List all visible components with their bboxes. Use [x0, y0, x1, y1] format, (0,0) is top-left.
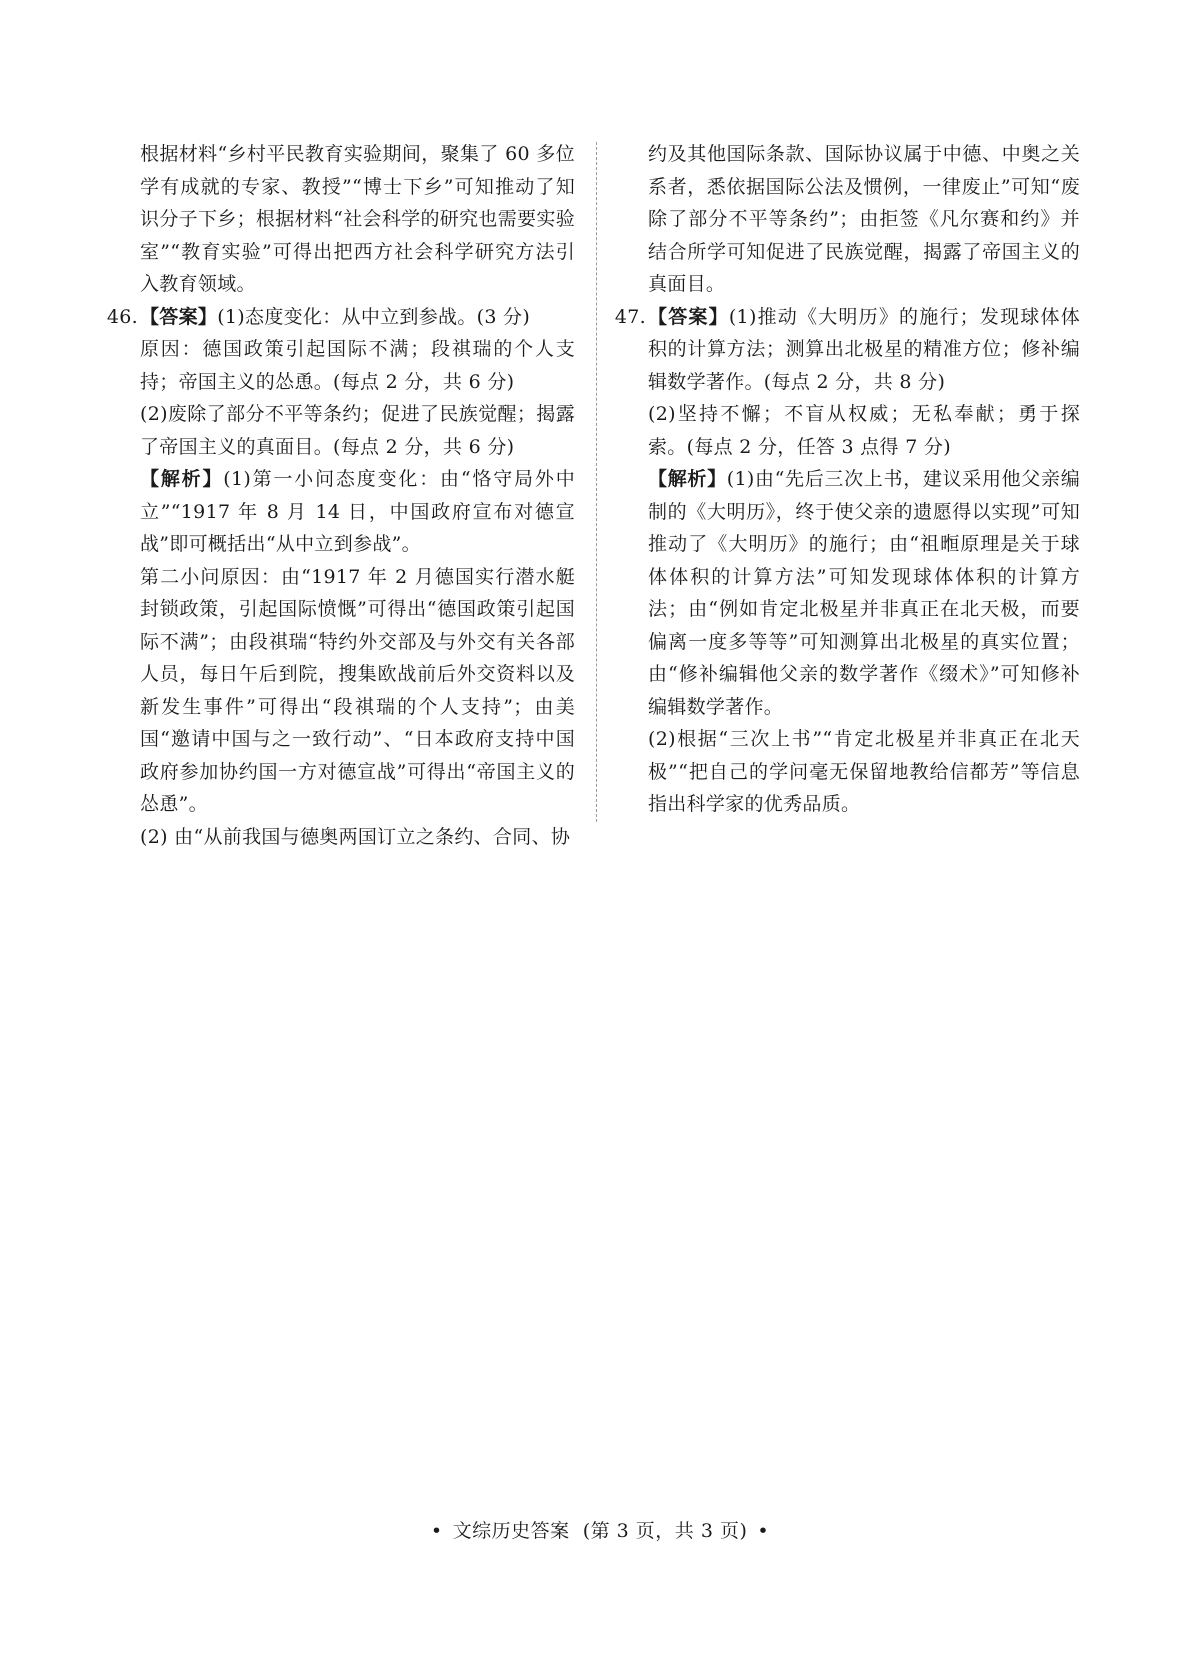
footer-dot-left: • — [430, 1520, 443, 1542]
q47-answer-tag: 【答案】 — [648, 305, 729, 328]
q46-answer-line-1 — [140, 301, 575, 334]
footer-subject: 文综历史答案 — [452, 1520, 570, 1542]
q47-answer-part-2: (2)坚持不懈；不盲从权威；无私奉献；勇于探索。(每点 2 分，任答 3 点得 7 分) — [648, 403, 1080, 458]
q46-answer-tag: 【答案】 — [140, 305, 218, 328]
question-47 — [614, 301, 1080, 821]
q46-answer-reasons: 原因：德国政策引起国际不满；段祺瑞的个人支持；帝国主义的怂恿。(每点 2 分，共 6 分) — [140, 338, 575, 393]
q47-analysis-part-2: (2)根据“三次上书”“肯定北极星并非真正在北天极”“把自己的学问毫无保留地教给信都芳”等信息指出科学家的优秀品质。 — [648, 728, 1080, 815]
question-47-number: 47. — [614, 305, 646, 328]
q45-analysis-continuation: 根据材料“乡村平民教育实验期间，聚集了 60 多位学有成就的专家、教授”“博士下乡”可知推动了知识分子下乡；根据材料“社会科学的研究也需要实验室”“教育实验”可得出把西方社会科学研究方法引入教育领域。 — [140, 143, 575, 295]
column-divider — [596, 142, 597, 822]
q47-answer-line-1 — [648, 301, 1080, 399]
question-46-number: 46. — [106, 305, 138, 328]
q47-analysis-tag: 【解析】 — [648, 468, 727, 490]
q46-analysis-continuation: 约及其他国际条款、国际协议属于中德、中奥之关系者，悉依据国际公法及惯例，一律废止”可知“废除了部分不平等条约”；由拒签《凡尔赛和约》并结合所学可知促进了民族觉醒，揭露了帝国主义的真面目。 — [648, 143, 1080, 295]
q47-analysis-line-1 — [648, 463, 1080, 723]
left-column — [106, 138, 575, 853]
q46-answer-part-2: (2)废除了部分不平等条约；促进了民族觉醒；揭露了帝国主义的真面目。(每点 2 分，共 6 分) — [140, 403, 575, 458]
q46-analysis-part-2-start: (2) 由“从前我国与德奥两国订立之条约、合同、协 — [140, 825, 571, 848]
q46-analysis-line-1 — [140, 463, 575, 561]
footer-dot-right: • — [757, 1520, 770, 1542]
q46-answer-part-1: (1)态度变化：从中立到参战。(3 分) — [217, 305, 531, 328]
page-footer — [0, 1516, 1200, 1543]
q47-analysis-part-1: (1)由“先后三次上书，建议采用他父亲编制的《大明历》，终于使父亲的遗愿得以实现”可知推动了《大明历》的施行；由“祖暅原理是关于球体体积的计算方法”可知发现球体体积的计算方法；由“例如肯定北极星并非真正在北天极，而要偏离一度多等等”可知测算出北极星的真实位置；由“修补编辑他父亲的数学著作《缀术》”可知修补编辑数学著作。 — [648, 468, 1080, 718]
q46-analysis-reasons: 第二小问原因：由“1917 年 2 月德国实行潜水艇封锁政策，引起国际愤慨”可得出“德国政策引起国际不满”；由段祺瑞“特约外交部及与外交有关各部人员，每日午后到院，搜集欧战前后外交资料以及新发生事件”可得出“段祺瑞的个人支持”；由美国“邀请中国与之一致行动”、“日本政府支持中国政府参加协约国一方对德宣战”可得出“帝国主义的怂恿”。 — [140, 565, 575, 815]
q46-analysis-tag: 【解析】 — [140, 468, 224, 490]
right-column — [614, 138, 1080, 821]
question-46 — [106, 301, 575, 854]
q47-answer-part-1: (1)推动《大明历》的施行；发现球体体积的计算方法；测算出北极星的精准方位；修补编辑数学著作。(每点 2 分，共 8 分) — [648, 305, 1080, 393]
q46-analysis-part-1: (1)第一小问态度变化：由“恪守局外中立”“1917 年 8 月 14 日，中国政府宣布对德宣战”即可概括出“从中立到参战”。 — [140, 468, 575, 555]
footer-page-info: (第 3 页，共 3 页) — [582, 1520, 748, 1542]
